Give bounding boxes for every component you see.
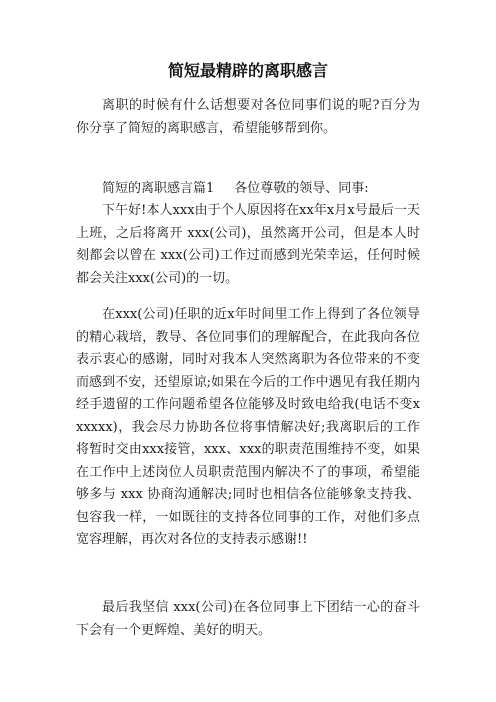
document-title: 简短最精辟的离职感言 <box>167 61 328 80</box>
body-paragraph-1: 下午好!本人xxx由于个人原因将在xx年x月x号最后一天上班，之后将离开 xxx(公司)，虽然离开公司，但是本人时刻都会以曾在 xxx(公司)工作过而感到光荣幸运，任何时候都会关注xxx(公司)的一切。 <box>76 203 420 286</box>
salutation: 各位尊敬的领导、同事: <box>234 181 369 196</box>
body-paragraph-2: 在xxx(公司)任职的近x年时间里工作上得到了各位领导的精心栽培，教导、各位同事们的理解配合，在此我向各位表示衷心的感谢，同时对我本人突然离职为各位带来的不变而感到不安，还望原谅;如果在今后的工作中遇见有我任期内经手遗留的工作问题希望各位能够及时致电给我(电话不变xxxxxx)，我会尽力协助各位将事情解决好;我离职后的工作将暂时交由xxx接管，xxx、xxx的职责范围维持不变，如果在工作中上述岗位人员职责范围内解决不了的事项，希望能够多与 xxx 协商沟通解决;同时也相信各位能够象支持我、包容我一样，一如既往的支持各位同事的工作，对他们多点宽容理解，再次对各位的支持表示感谢!! <box>76 307 420 547</box>
intro-paragraph: 离职的时候有什么话想要对各位同事们说的呢?百分为你分享了简短的离职感言，希望能够帮到你。 <box>76 98 420 136</box>
section-heading: 简短的离职感言篇1 <box>102 181 215 196</box>
body-paragraph-3: 最后我坚信 xxx(公司)在各位同事上下团结一心的奋斗下会有一个更辉煌、美好的明天。 <box>76 600 420 638</box>
section-heading-line <box>76 178 420 201</box>
